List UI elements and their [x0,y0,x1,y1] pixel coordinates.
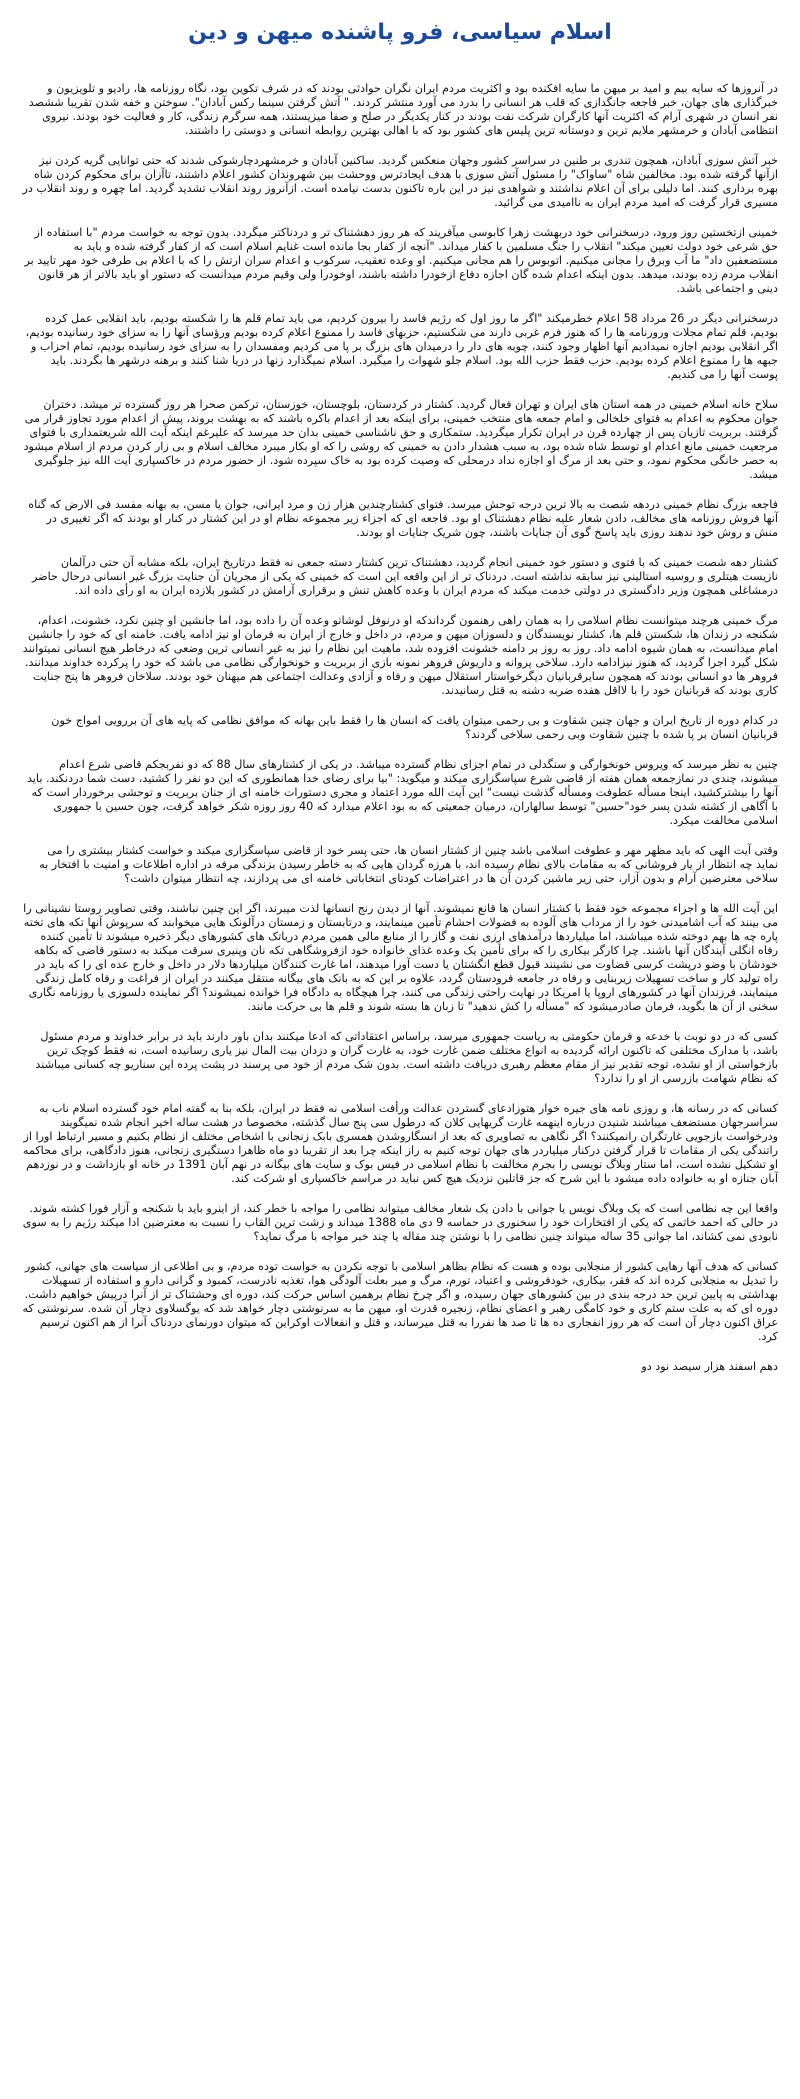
article-paragraph: چنین به نظر میرسد که ویروس خونخوارگی و سنگدلی در تمام اجزای نظام گسترده میباشد. در یکی از کشتارهای سال 88 که دو نفربجکم قاضی شرع اعدام میشوند، چندی در نمازجمعه همان هفته از قاضی شرع سپاسگزاری میکند و میگوید: "بیا برای رضای خدا همانطوری که این دو نفر را کشتید، دست شما دردنکند. باید آنها را بیشترکشید، اینجا مسأله عطوفت ومسأله گذشت نیست" این آیت الله مورد اعتماد و مجری دستورات خامنه ای از جنان بربریت و توحشی برخوردار است که با آگاهی از کشته شدن پسر خود"حسین" توسط سالهاران، درمیان جمعیتی که به بود اعلام میدارد که 40 روز روزه شکر خواهد گرفت، چون حسین با جمهوری اسلامی مخالفت میکرد. [26,758,778,827]
article-date: دهم اسفند هزار سیصد نود دو [641,1360,778,1373]
article-paragraph: مرگ خمینی هرچند میتوانست نظام اسلامی را به همان راهی رهنمون گرداندکه او درنوفل لوشاتو وعده آن را داده بود، اما جانشین او چنین نکرد، خشونت، اعدام، شکنجه در زندان ها، شکستن قلم ها، کشتار نویسندگان و دلسوزان میهن و مردم، در داخل و خارج از ایران به فرمان او نیز ادامه یافت. خامنه ای که خود را جانشین امام میدانست، به همان شیوه ادامه داد. روز به روز بر دامنه خشونت افزوده شد، ماهیت این نظام را نیز به غیر انسانی ترین وضعی که درخاطر هیچ انسانی نمیتوانند شکل گیرد اجرا گردید، که هنوز نیزادامه دارد. سلاخی پروانه و داریوش فروهر نمونه بازی از بربریت و خونخوارگی نظامی می باشد که خود را پرکرده خداوند میدانند. فروهر ها دو انسانی بودند که همچون سایرقربانیان دیگرخواستار استقلال میهن و رفاه و آزادی وعدالت اجتماعی هم میهنان خود بودند. سلاخان فروهر ها پنج جنایت کاری بودند که قربانیان خود را با لااقل هفده ضربه دشنه به قتل رسانیدند. [22,614,778,697]
article-paragraph: کسی که در دو نوبت با خدعه و فرمان حکومتی به ریاست جمهوری میرسد، براساس اعتقاداتی که ادعا میکنند بدان باور دارند باید در برابر خداوند و مردم مسئول باشد، با مدارک مختلفی که تاکنون ارائه گردیده به انواع مختلف ضمن غارت خود، به غارت گران و دزدان بیت المال نیز یاری رسانیده است، نه فقط کوچک ترین بازخواستی از او نشده، توجه تقدیر نیز از مقام معظم رهبری دریافت داشته است. بدون شک مردم از خود می پرسند در پشت پرده این سناریو چه کسانی میباشند که نظام شهامت بازرسی از او را ندارد؟ [35,1030,778,1085]
article-paragraph: این آیت الله ها و اجزاء مجموعه خود فقط با کشتار انسان ها قانع نمیشوند. آنها از دیدن رنج انسانها لذت میبرند، اگر این چنین نباشند، وقتی تصاویر روستا نشینانی را می بینند که آب اشامیدنی خود را از مرداب های آلوده به فضولات احشام تأمین مینمایند، و درتابستان و زمستان درآلونک هایی میخوابند که سرپوش آنها تکه های تخته پاره چه ها بهم دوخته شده میباشند، اما میلیاردها درآمدهای ارزی نفت و گاز را از منابع مالی همین مردم درباتک های کشورهای دیگر ذخیره میشوند تا تأمین کننده رفاه انگلی آیندگان آنها باشند. چرا کارگر بیکاری را که برای تأمین یک وعده غذای خانواده خود ازفروشگاهی تکه نان وپنیری سرقت میکند به دستور قاضی که بکاهه خودشان با وضو درپشت کرسی قضاوت می نشینند قبول قطع انگشتان یا دست آورا میدهند، اما غارت کنندگان میلیاردها دلار در داخل و خارج عده ای را که باید در راه تولید کار و ساخت تسهیلات زیربنایی و رفاه در جامعه فرودستان گردد، علاوه بر این که به بانک های بیگانه منتقل میکنند در ایران از فراغت و رفاه کامل زندگی مینمایند، فرزندان آنها در کشورهای اروپا یا امریکا در نهایت راحتی زندگی می کنند، چرا هیچگاه به دادگاه فرا خوانده نمیشوند؟ اگر نماینده دلسوزی یا روزنامه نگاری سخنی از آن ها بگوید، فرمان صادرمیشود که "مسأله را کش ندهید" تا زبان ها بسته شوند و قلم ها بی حرکت مانند. [23,902,778,1013]
article-paragraph: در آنروزها که سایه بیم و امید بر میهن ما سایه افکنده بود و اکثریت مردم ایران نگران حوادثی بودند که در شرف تکوین بود، نگاه روزنامه ها، رادیو و تلویزیون و خبرگذاری های جهان، خبر فاجعه جانگدازی که قلب هر انسانی را بدرد می آورد منتشر کردند. " آتش گرفتن سینما رکس آبادان". سوختن و خفه شدن تقریبا ششصد نفر انسان در شهری آرام که اکثریت آنها کارگران شرکت نفت بودند در کنار یکدیگر در صلح و صفا میزیستند، همه سرگرم زندگی، کار و فعالیت خود بودند. نیروی انتظامی آبادان و خرمشهر ملایم ترین و دوستانه ترین پلیس های کشور بود که با اهالی بهترین روابطه انسانی و دوستی را داشتند. [28,82,778,137]
article-paragraph: واقعا این چه نظامی است که یک وبلاگ نویس یا جوانی با دادن یک شعار مخالف میتواند نظامی را مواجه با خطر کند، از اینرو باید با شکنجه و آزار فورا کشته شوند. در حالی که احمد خاتمی که یکی از افتخارات خود را سخنوری در حماسه 9 دی ماه 1388 میداند و زشت ترین القاب را نسبت به معترضین ادا میکند رژیم را به سوی نابودی نمی کشاند، اما جوانی 35 ساله میتواند چنین نظامی را با نوشتن چند مقاله یا چند خبر مواجه با مرگ نماید؟ [22,1202,778,1243]
article-body [22,82,778,1374]
article-paragraph: کشتار دهه شصت خمینی که با فتوی و دستور خود خمینی انجام گردید، دهشتناک ترین کشتار دسته جمعی نه فقط درتاریخ ایران، بلکه مشابه آن حتی درآلمان نازیست هیتلری و روسیه استالینی نیز سابقه نداشته است. دردناک تر از این واقعه این است که خمینی که یکی از مجریان آن جنایت بزرگ غیر انسانی درحال حاضر درمشاغلی همچون وزیر دادگستری در دولتی خدمت میکند که مردم ایران با وعده کاهش تنش و برقراری آرامش در کشور بلازده ایران به او رأی داده اند. [31,556,778,597]
article-paragraph: خمینی ازتخستین روز ورود، درسخنرانی خود دربهشت زهرا کابوسی میآفریند که هر روز دهشتناک تر و دردناکتر میگردد. بدون توجه به خواست مردم "با استفاده از حق شرعی خود دولت تعیین میکند" انقلاب را جنگ مسلمین با کفار میداند. "آنچه از کفار بجا مانده است غنایم اسلام است که از کفار گرفته شده و باید به مستضعفین داد" ما آب وبرق را مجانی میکنیم. اتوبوس را هم مجانی میکنیم. او وعده تعقیب، سرکوب و اعدام سران ارتش را که با اعلام بی طرفی خود مهر تایید بر انقلاب مردم زده بودند، میدهد. بدون اینکه اعدام شده گان اجازه دفاع ازخودرا داشته باشند، اوخودرا ولی وقیم مردم میدانست که دستور او باید بالاتر از هر قانون دینی و اجتماعی باشد. [24,226,778,295]
article-paragraph: کسانی که هدف آنها رهایی کشور از منجلابی بوده و هست که نظام بظاهر اسلامی با توجه نکردن به خواست توده مردم، و بی اطلاعی از سیاست های جهانی، کشور را تبدیل به منجلابی کرده اند که فقر، بیکاری، خودفروشی و اعتیاد، تورم، مرگ و میر بعلت آلودگی هوا، تغذیه نادرست، کمبود و گرانی دارو و استفاده از تسهیلات بهداشتی به پایین ترین حد درجه بندی در بین کشورهای جهان رسیده، و اگر چرخ نظام برهمین اساس حرکت کند، دوره ای وحشتناک تر از آنرا درپیش خواهیم داشت. دوره ای که به علت ستم کاری و خود کامگی رهبر و اعضای نظام، زنجیره قدرت او، میهن ما به سرنوشتی دچار خواهد شد که یوگسلاوی دچار آن شده. سرنوشتی که عراق اکنون دچار آن است که هر روز انفجاری ده ها تا صد ها نفررا به قتل میرساند، و قتل و انفعالات اوکراین که میتوان دورنمای دردناک آنرا از هم اکنون ترسیم کرد. [22,1260,778,1343]
article-paragraph: درسخنرانی دیگر در 26 مرداد 58 اعلام خطرمیکند "اگر ما روز اول که رژیم فاسد را بیرون کردیم، می باید تمام قلم ها را شکسته بودیم، باید انقلابی عمل کرده بودیم، قلم تمام مجلات ورورنامه ها را که هنوز فرم غربی دارند می شکستیم، حزبهای فاسد را ممنوع اعلام کرده بودیم ورؤسای آنها را به سزای خود رسانیده بودیم، اگر انقلابی بودیم اجازه نمیدادیم آنها اظهار وجود کنند، چوبه های دار را درمیدان های بزرگ بر پا می کردیم ومفسدان را به سزای خود رسانیده بودیم، تمام احزاب و جبهه ها را ممنوع اعلام کرده بودیم. حزب فقط حزب الله بود. اسلام جلو شهوات را میگیرد. اسلام نمیگذارد زنها در دریا شنا کنند و برهنه درشهر ها بگردند. باید پوست آنها را می کندیم. [25,312,778,381]
article-paragraph: فاجعه بزرگ نظام خمینی دردهه شصت به بالا ترین درجه توحش میرسد. فتوای کشتارچندین هزار زن و مرد ایرانی، جوان یا مسن، به بهانه مفسد فی الارض که گناه آنها فروش روزنامه های مخالف، دادن شعار علیه نظام دهشتناک او بود. فاجعه ای که اجزاء زیر مجموعه نظام او در این کشتار در کنار او بودند که اگر تغییری در منش و روش خود ندهند روزی باید پاسخ گوی آن جنایات باشند، چون شریک جنایات او بودند. [28,498,778,539]
article-paragraph: در کدام دوره از تاریخ ایران و جهان چنین شقاوت و بی رحمی میتوان یافت که انسان ها را فقط باین بهانه که موافق نظامی که پایه های آن بررویی امواج خون قربانیان انسان بر پا شده با چنین شقاوت وبی رحمی سلاخی گردند؟ [51,714,778,741]
article-paragraph: کسانی که در رسانه ها، و روزی نامه های جیره خوار هتوزادعای گستردن عدالت ورأفت اسلامی نه فقط در ایران، بلکه بنا به گفته امام خود گسترده اسلام ناب به سراسرجهان مستضعف میباشند شنیدن درباره اینهمه غارت گریهایی کلان که درطول سی پنج سال گذشته، مخصوصا در هشت ساله اخیر انجام شده نمیگویند ودرخواست بازجویی غارتگران رانمیکنند؟ اگر نگاهی به تصاویری که بعد از انسگاروشدن همسری بابک زنجانی با اشخاص مختلف از نظام بکنیم و مسیر ارتباط اورا از راتندگی یکی از مقامات تا قرار گرفتن درکنار میلیاردر های جهان توجه کنیم به راز اینکه چرا بعد از تقریبا دو ماه ظاهرا دستگیری زنجانی، هنوز دادگاهی، برای محاکمه او تشکیل نشده است، اما ستار وبلاگ نویسی را بجرم مخالفت با نظام اسلامی در فیس بوک و سایت های بیگانه در نهم آبان 1391 در خانه او بازداشت و در نوزدهم آبان جنازه او به خانواده داده میشود با این شرح که جز قاتلین نزدیک هیچ کس نباید در مراسم خاکسپاری او شرکت کند. [22,1102,778,1185]
article-paragraph: خبر آتش سوزی آبادان، همچون تندری بر طنین در سراسر کشور وجهان منعکس گردید. ساکنین آبادان و خرمشهردچارشوکی شدند که حتی توانایی گریه کردن نیز ازآنها گرفته شده بود. مخالفین شاه "ساواک" را مسئول آتش سوزی با هدف ایجادترس ووحشت بین شهروندان کشور اعلام داشتند، تاآزان برای محکوم کردن شاه بهره برداری کنند. اما دلیلی برای آن اعلام نداشتند و شواهدی نیز در این باره تاکنون بدست نیامده است. ازآنروز روند انقلاب تشدید گردید. اما چهره و روند انقلاب در مسیری قرار گرفت که امید مردم ایران به ناامیدی می گرائید. [22,154,778,209]
article-paragraph: سلاح خانه اسلام خمینی در همه استان های ایران و تهران فعال گردید. کشتار در کردستان، بلوچستان، خوزستان، ترکمن صحرا هر روز گسترده تر میشد. دختران جوان محکوم به اعدام به فتوای خلخالی و امام جمعه های منتخب خمینی، برای اینکه بعد از اعدام باکره باشند که به بهشت بروند، پیش از اعدام مورد تجاوز قرار می گرفتند. بربریت تازیان پس از چهارده قرن در ایران تکرار میگردید. ستمکاری و حق ناشناسی خمینی بدان حد میرسد که علیرغم اینکه آیت الله شریعتمداری با فتوای مرجعیت خمینی مانع اعدام او توسط شاه شده بود، به سبب هشدار دادن به خمینی که روشی را که او بکار میبرد مخالف اسلام و بی زار کردن مردم از اسلام میشود به حصر خانگی محکوم نمود، و حتی بعد از مرگ او اجازه نداد درمحلی که وصیت کرده بود به خاک سپرده شود. از حضور مردم در خاکسپاری آیت الله نیز جلوگیری میشد. [23,398,778,481]
article-title: اسلام سیاسی، فرو پاشنده میهن و دین [188,20,612,45]
article-paragraph: وقتی آیت الهی که باید مظهر مهر و عطوفت اسلامی باشد چنین از کشتار انسان ها، حتی پسر خود از قاضی سپاسگزاری میکند و خواست کشتار بیشتری را می نماید چه انتظار از یار فروشانی که به مقامات بالای نظام رسیده اند، با هرزه گردان هایی که به خاطر رسیدن بزندگی مرفه در اداره اطلاعات و امنیت با افتخار به سلاخی معترضین آرام و بدون آزار، حتی زیر ماشین کردن آن ها در اعتراضات کودتای انتخاباتی خامنه ای می پردازند، چه انتظار میتوان داشت؟ [39,844,778,885]
